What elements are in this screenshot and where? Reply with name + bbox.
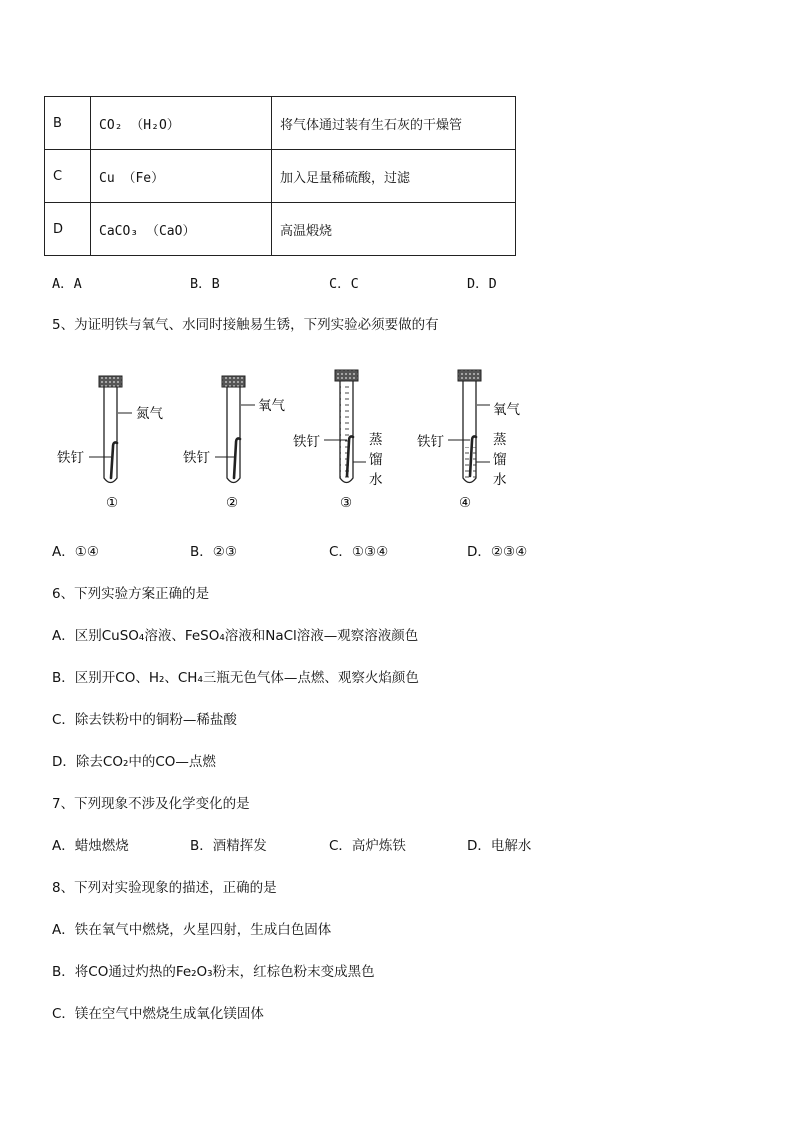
- stopper: [335, 370, 358, 381]
- row-method: 加入足量稀硫酸，过滤: [272, 150, 516, 203]
- tube-1-nail: 铁钉: [57, 450, 84, 466]
- q5-option-a[interactable]: A．①④: [52, 544, 99, 560]
- tube-2-number: ②: [226, 495, 239, 511]
- q6-option-a[interactable]: A．区别CuSO₄溶液、FeSO₄溶液和NaCl溶液—观察溶液颜色: [52, 628, 419, 644]
- q4-option-c[interactable]: C．C: [329, 276, 359, 292]
- q6-option-b[interactable]: B．区别开CO、H₂、CH₄三瓶无色气体—点燃、观察火焰颜色: [52, 670, 419, 686]
- q4-option-d[interactable]: D．D: [467, 276, 497, 292]
- q6-option-d[interactable]: D．除去CO₂中的CO—点燃: [52, 754, 216, 770]
- row-method: 将气体通过装有生石灰的干燥管: [272, 97, 516, 150]
- q4-option-a[interactable]: A．A: [52, 276, 82, 292]
- tube-3: [293, 370, 383, 511]
- q6-option-c[interactable]: C．除去铁粉中的铜粉—稀盐酸: [52, 712, 237, 728]
- tube-4-water-2: 馏: [493, 452, 507, 468]
- tube-1-gas: 氮气: [136, 406, 163, 422]
- table-row: [45, 203, 516, 256]
- stopper: [222, 376, 245, 387]
- nail-icon: [234, 439, 240, 479]
- tube-4-number: ④: [459, 495, 472, 511]
- tube-1: [57, 376, 163, 511]
- q4-options-table: [44, 96, 516, 256]
- q8-stem: 8、下列对实验现象的描述，正确的是: [52, 880, 277, 896]
- nail-icon: [111, 443, 117, 479]
- q8-option-b[interactable]: B．将CO通过灼热的Fe₂O₃粉末，红棕色粉末变成黑色: [52, 964, 375, 980]
- q5-option-b[interactable]: B．②③: [190, 544, 237, 560]
- q7-stem: 7、下列现象不涉及化学变化的是: [52, 796, 250, 812]
- tube-2-nail: 铁钉: [183, 450, 210, 466]
- q6-stem: 6、下列实验方案正确的是: [52, 586, 210, 602]
- tube-2-gas: 氧气: [258, 398, 285, 414]
- test-tube-diagram: [0, 366, 794, 516]
- tube-1-number: ①: [106, 495, 119, 511]
- row-label: C: [45, 150, 91, 203]
- q7-option-a[interactable]: A．蜡烛燃烧: [52, 838, 129, 854]
- stopper: [99, 376, 122, 387]
- q4-option-b[interactable]: B．B: [190, 276, 220, 292]
- q8-option-a[interactable]: A．铁在氧气中燃烧，火星四射，生成白色固体: [52, 922, 332, 938]
- tube-3-nail: 铁钉: [293, 434, 320, 450]
- q7-option-b[interactable]: B．酒精挥发: [190, 838, 267, 854]
- row-method: 高温煅烧: [272, 203, 516, 256]
- q7-option-c[interactable]: C．高炉炼铁: [329, 838, 406, 854]
- tube-3-water-3: 水: [369, 472, 383, 488]
- q7-option-d[interactable]: D．电解水: [467, 838, 532, 854]
- tube-4-gas: 氧气: [493, 402, 520, 418]
- tube-4-water-3: 水: [493, 472, 507, 488]
- tube-2: [183, 376, 285, 511]
- row-substance: Cu （Fe）: [91, 150, 272, 203]
- tube-3-number: ③: [340, 495, 353, 511]
- tube-3-water-2: 馏: [369, 452, 383, 468]
- table-row: [45, 97, 516, 150]
- row-substance: CaCO₃ （CaO）: [91, 203, 272, 256]
- stopper: [458, 370, 481, 381]
- row-substance: CO₂ （H₂O）: [91, 97, 272, 150]
- row-label: B: [45, 97, 91, 150]
- q5-option-c[interactable]: C．①③④: [329, 544, 389, 560]
- table-row: [45, 150, 516, 203]
- q5-stem: 5、为证明铁与氧气、水同时接触易生锈，下列实验必须要做的有: [52, 317, 439, 333]
- tube-3-water-1: 蒸: [369, 432, 383, 448]
- tube-4: [417, 370, 521, 511]
- tube-4-water-1: 蒸: [493, 432, 507, 448]
- q5-option-d[interactable]: D．②③④: [467, 544, 528, 560]
- row-label: D: [45, 203, 91, 256]
- tube-4-nail: 铁钉: [417, 434, 444, 450]
- q8-option-c[interactable]: C．镁在空气中燃烧生成氧化镁固体: [52, 1006, 264, 1022]
